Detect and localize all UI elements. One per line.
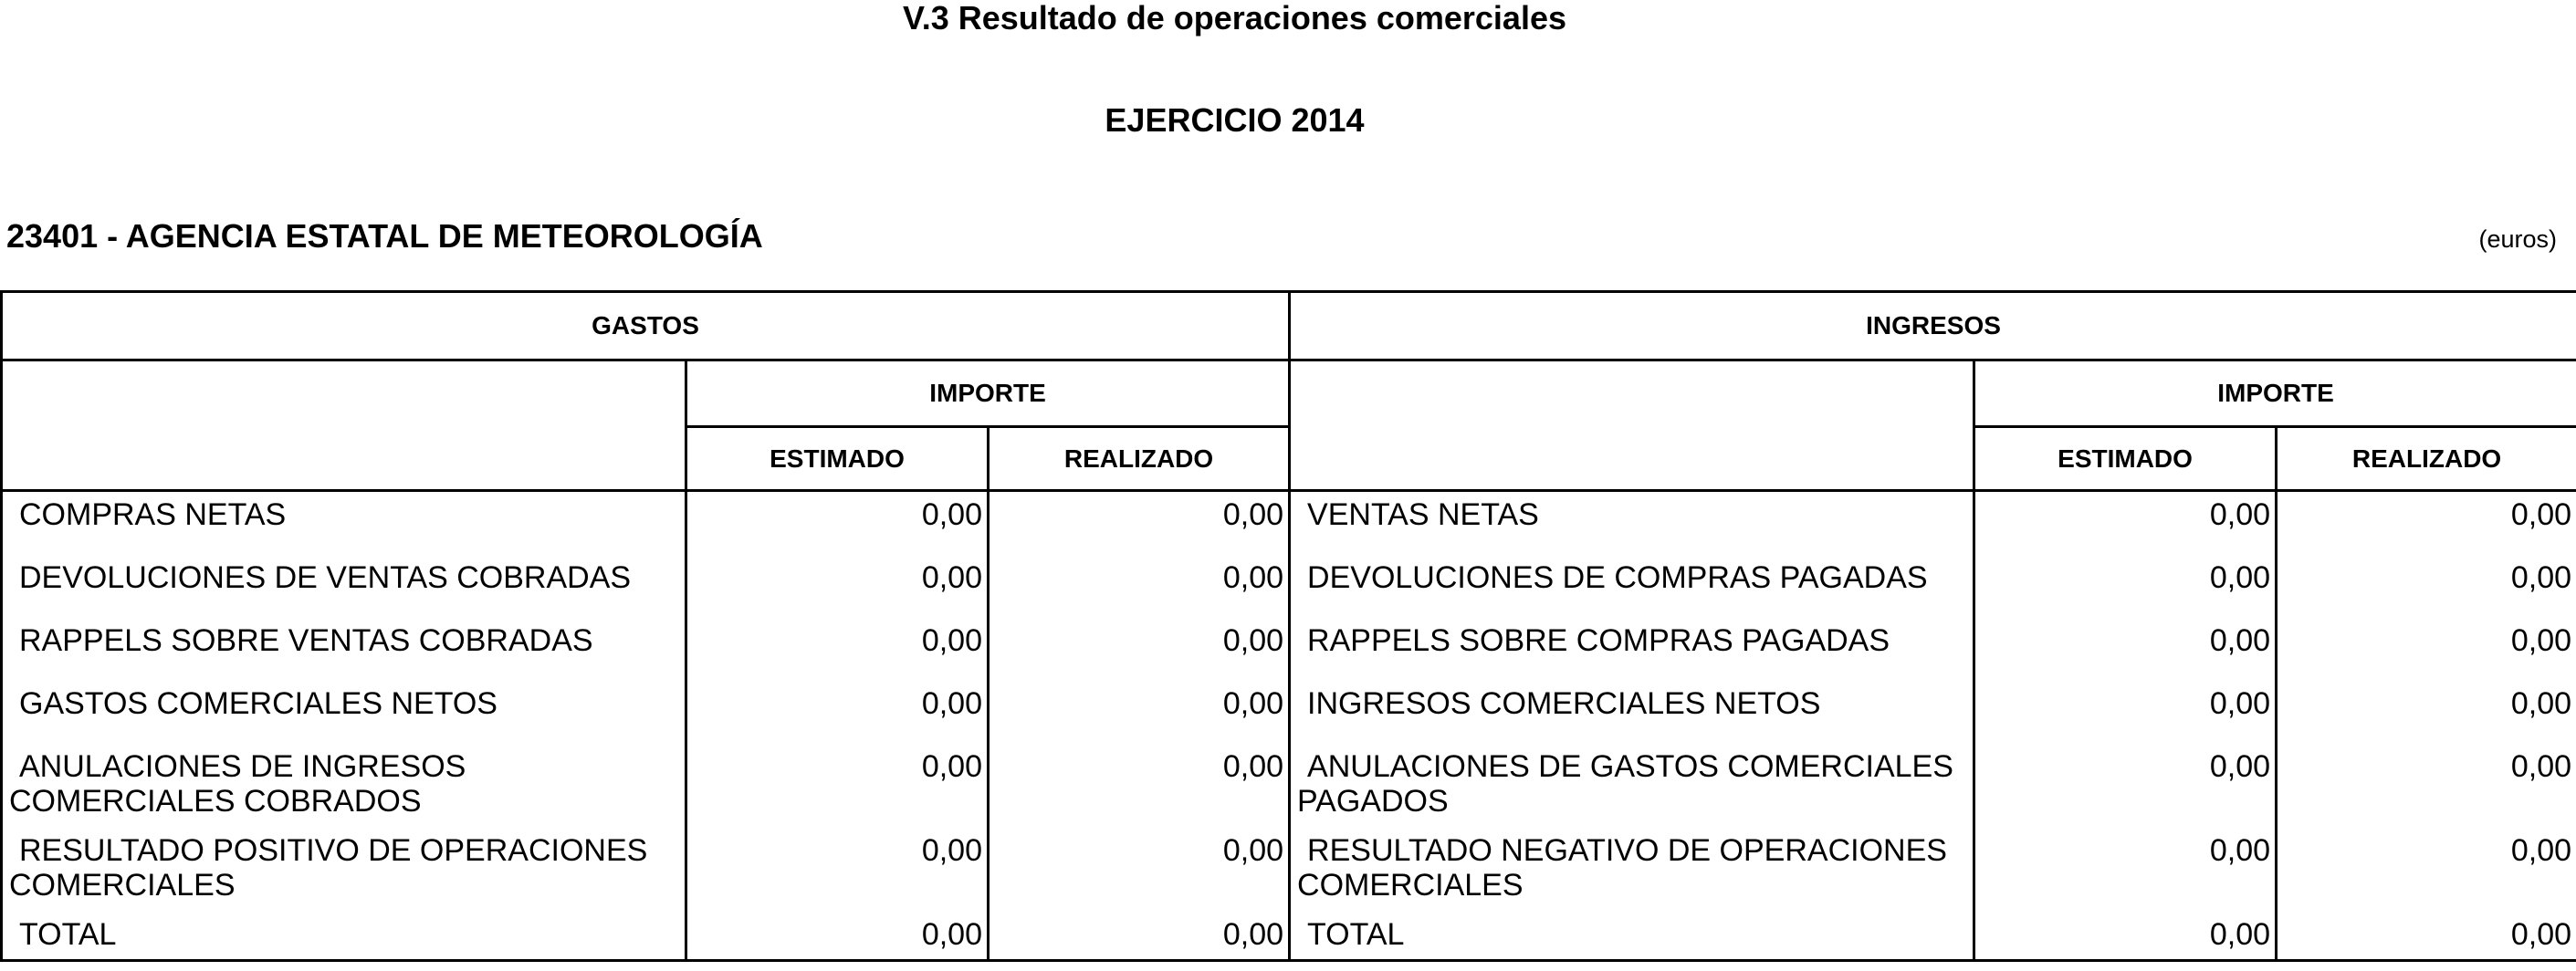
table-row [2, 555, 2576, 618]
table-row [2, 744, 2576, 828]
gasto-concept: DEVOLUCIONES DE VENTAS COBRADAS [2, 555, 686, 618]
table-row-total [2, 912, 2576, 961]
ingreso-realizado-value: 0,00 [2277, 828, 2576, 912]
ingreso-realizado-value: 0,00 [2277, 555, 2576, 618]
gasto-realizado-value: 0,00 [989, 744, 1290, 828]
gastos-realizado-header: REALIZADO [989, 427, 1290, 491]
gasto-concept-total: TOTAL [2, 912, 686, 961]
ingreso-realizado-value: 0,00 [2277, 491, 2576, 556]
gasto-realizado-value: 0,00 [989, 681, 1290, 744]
gasto-estimado-value: 0,00 [686, 681, 989, 744]
gastos-importe-header: IMPORTE [686, 360, 1290, 427]
ingreso-estimado-value: 0,00 [1974, 681, 2277, 744]
gastos-estimado-header: ESTIMADO [686, 427, 989, 491]
ingreso-concept: VENTAS NETAS [1290, 491, 1974, 556]
commercial-operations-table [0, 290, 2576, 962]
gasto-estimado-value: 0,00 [686, 828, 989, 912]
ingreso-estimado-value: 0,00 [1974, 555, 2277, 618]
gasto-realizado-total: 0,00 [989, 912, 1290, 961]
ingreso-concept: ANULACIONES DE GASTOS COMERCIALES PAGADOS [1290, 744, 1974, 828]
gasto-concept: GASTOS COMERCIALES NETOS [2, 681, 686, 744]
ingreso-concept: DEVOLUCIONES DE COMPRAS PAGADAS [1290, 555, 1974, 618]
ingreso-realizado-value: 0,00 [2277, 618, 2576, 681]
page-title: V.3 Resultado de operaciones comerciales [903, 0, 1566, 37]
entity-name: 23401 - AGENCIA ESTATAL DE METEOROLOGÍA [6, 217, 763, 255]
gasto-estimado-value: 0,00 [686, 491, 989, 556]
gasto-estimado-value: 0,00 [686, 618, 989, 681]
ingreso-estimado-total: 0,00 [1974, 912, 2277, 961]
fiscal-year: EJERCICIO 2014 [1105, 101, 1365, 139]
ingreso-concept: INGRESOS COMERCIALES NETOS [1290, 681, 1974, 744]
gasto-realizado-value: 0,00 [989, 491, 1290, 556]
ingresos-realizado-header: REALIZADO [2277, 427, 2576, 491]
ingreso-estimado-value: 0,00 [1974, 744, 2277, 828]
ingreso-concept: RAPPELS SOBRE COMPRAS PAGADAS [1290, 618, 1974, 681]
ingresos-estimado-header: ESTIMADO [1974, 427, 2277, 491]
ingreso-estimado-value: 0,00 [1974, 828, 2277, 912]
gasto-concept: RESULTADO POSITIVO DE OPERACIONES COMERCIALES [2, 828, 686, 912]
ingreso-realizado-value: 0,00 [2277, 744, 2576, 828]
gasto-realizado-value: 0,00 [989, 618, 1290, 681]
ingresos-concept-header [1290, 360, 1974, 491]
gasto-concept: ANULACIONES DE INGRESOS COMERCIALES COBRADOS [2, 744, 686, 828]
ingreso-realizado-value: 0,00 [2277, 681, 2576, 744]
table-row [2, 828, 2576, 912]
gastos-concept-header [2, 360, 686, 491]
ingresos-header: INGRESOS [1290, 292, 2576, 360]
table-row [2, 681, 2576, 744]
ingreso-realizado-total: 0,00 [2277, 912, 2576, 961]
gasto-estimado-value: 0,00 [686, 744, 989, 828]
gasto-realizado-value: 0,00 [989, 828, 1290, 912]
gasto-estimado-value: 0,00 [686, 555, 989, 618]
ingreso-estimado-value: 0,00 [1974, 491, 2277, 556]
gasto-realizado-value: 0,00 [989, 555, 1290, 618]
ingreso-concept: RESULTADO NEGATIVO DE OPERACIONES COMERCIALES [1290, 828, 1974, 912]
ingreso-concept-total: TOTAL [1290, 912, 1974, 961]
gastos-header: GASTOS [2, 292, 1290, 360]
currency-units: (euros) [2478, 225, 2557, 253]
gasto-estimado-total: 0,00 [686, 912, 989, 961]
table-row [2, 618, 2576, 681]
gasto-concept: COMPRAS NETAS [2, 491, 686, 556]
gasto-concept: RAPPELS SOBRE VENTAS COBRADAS [2, 618, 686, 681]
ingresos-importe-header: IMPORTE [1974, 360, 2576, 427]
table-row [2, 491, 2576, 556]
ingreso-estimado-value: 0,00 [1974, 618, 2277, 681]
